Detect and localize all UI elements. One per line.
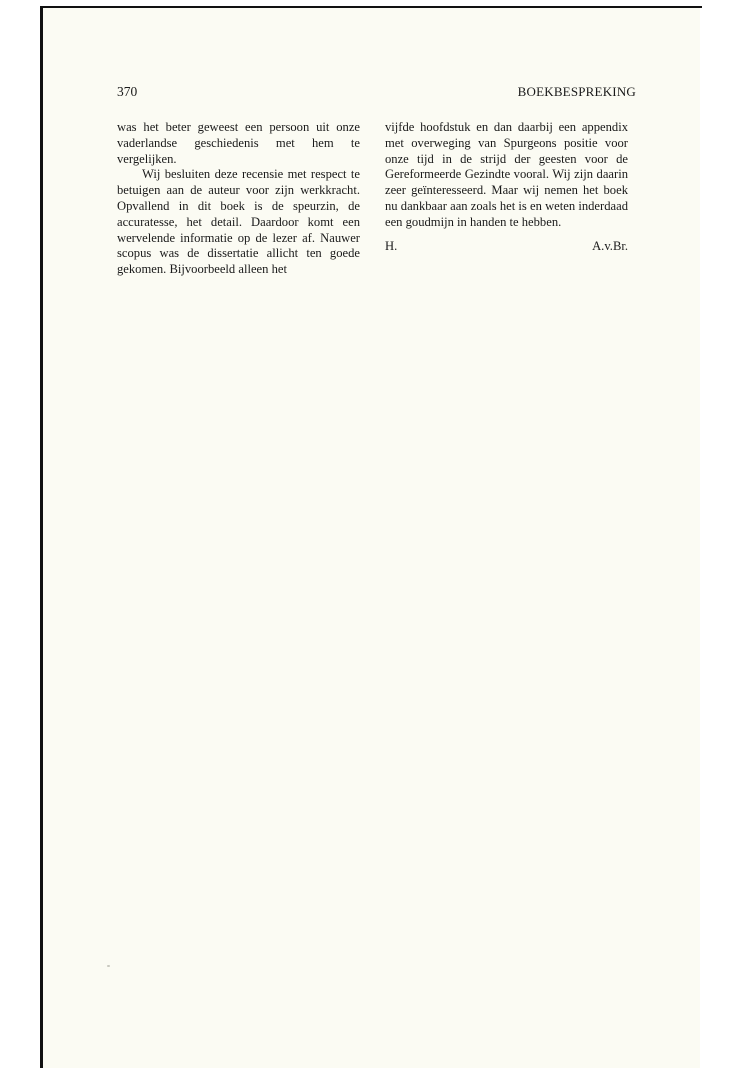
left-paragraph-1: was het beter geweest een persoon uit onze vaderlandse geschiedenis met hem te vergelijken. <box>117 120 360 166</box>
scan-margin-right <box>700 8 738 1068</box>
right-column <box>385 120 628 254</box>
signature-place: H. <box>385 238 398 253</box>
running-title: BOEKBESPREKING <box>517 84 636 99</box>
signature-line <box>385 239 628 255</box>
page-number: 370 <box>117 84 138 99</box>
right-paragraph-1: vijfde hoofdstuk en dan daarbij een appendix met overweging van Spurgeons positie voor onze tijd in de strijd der geesten voor de Gereformeerde Gezindte vooral. Wij zijn daarin zeer geïnteresseerd. Maar wij nemen het boek nu dankbaar aan zoals het is en weten inderdaad een goudmijn in handen te hebben. <box>385 120 628 229</box>
left-paragraph-2: Wij besluiten deze recensie met respect te betuigen aan de auteur voor zijn werkkracht. Opvallend in dit boek is de speurzin, de accuratesse, het detail. Daardoor komt een wervelende informatie op de lezer af. Nauwer scopus was de dissertatie allicht ten goede gekomen. Bijvoorbeeld alleen het <box>117 167 360 277</box>
signature-author: A.v.Br. <box>592 238 628 253</box>
scan-speck <box>107 965 110 967</box>
page-top-edge <box>40 6 702 8</box>
page-left-edge <box>40 6 43 1068</box>
left-column <box>117 120 360 278</box>
